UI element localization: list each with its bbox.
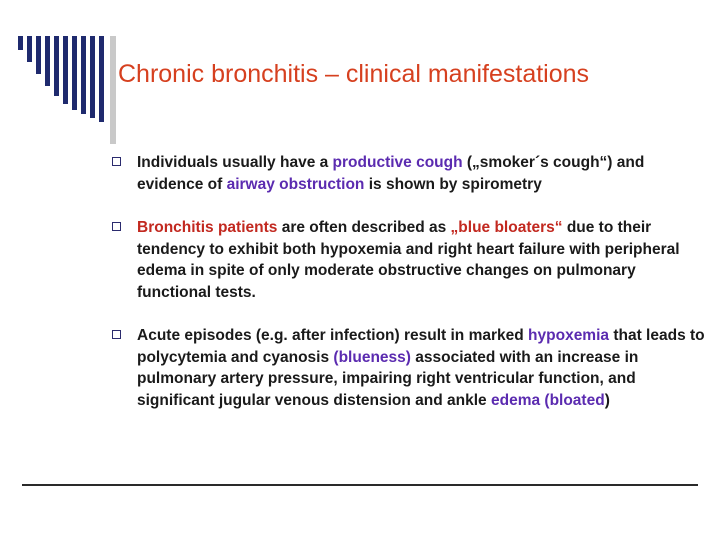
bullet-text-segment: due to their tendency to exhibit both hypoxemia and right heart failure with peripheral edema in spite of only moderate obstructive changes on pulmonary functional tests.: [137, 219, 680, 301]
square-bullet-icon: [112, 330, 121, 339]
bullet-text-segment: associated with an increase in pulmonary artery pressure, impairing right ventricular function, and significant jugular venous distension and ankle: [137, 348, 639, 409]
bullet-text-segment: is shown by spirometry: [364, 175, 542, 193]
bullet-item: [112, 325, 712, 411]
bullet-list: [112, 152, 712, 411]
bullet-item: [112, 152, 712, 195]
bullet-text-segment: ): [604, 391, 610, 409]
decor-bar: [72, 36, 77, 110]
bottom-divider: [22, 484, 698, 486]
decor-bar: [18, 36, 23, 50]
decor-bar: [54, 36, 59, 96]
bullet-text-segment: are often described as: [277, 219, 451, 236]
bullet-text-segment: edema (bloated: [490, 391, 605, 409]
bullet-text-segment: that leads to polycytemia and cyanosis: [137, 327, 705, 366]
bullet-text-segment: Bronchitis patients: [137, 219, 278, 236]
bullet-text-segment: Individuals usually have a: [137, 154, 333, 171]
decorative-bars: [18, 36, 128, 146]
decor-bar: [99, 36, 104, 122]
decor-bar: [81, 36, 86, 114]
bullet-text-segment: airway obstruction: [226, 175, 365, 193]
square-bullet-icon: [112, 222, 121, 231]
bullet-text-segment: (blueness): [333, 348, 411, 366]
bullet-text-segment: „blue bloaters“: [450, 219, 563, 236]
square-bullet-icon: [112, 157, 121, 166]
bullet-text-segment: Acute episodes (e.g. after infection) result in marked: [137, 327, 529, 344]
decor-bar: [90, 36, 95, 118]
slide-title: Chronic bronchitis – clinical manifestations: [118, 60, 590, 88]
decor-bar: [36, 36, 41, 74]
bullet-text-segment: hypoxemia: [528, 327, 610, 344]
decor-bar-light: [110, 36, 116, 144]
bullet-text-segment: productive cough: [332, 154, 463, 171]
decor-bar: [27, 36, 32, 62]
decor-bar: [45, 36, 50, 86]
decor-bar: [63, 36, 68, 104]
bullet-item: [112, 217, 712, 303]
bullet-text-segment: („smoker´s cough“) and evidence of: [137, 154, 645, 193]
